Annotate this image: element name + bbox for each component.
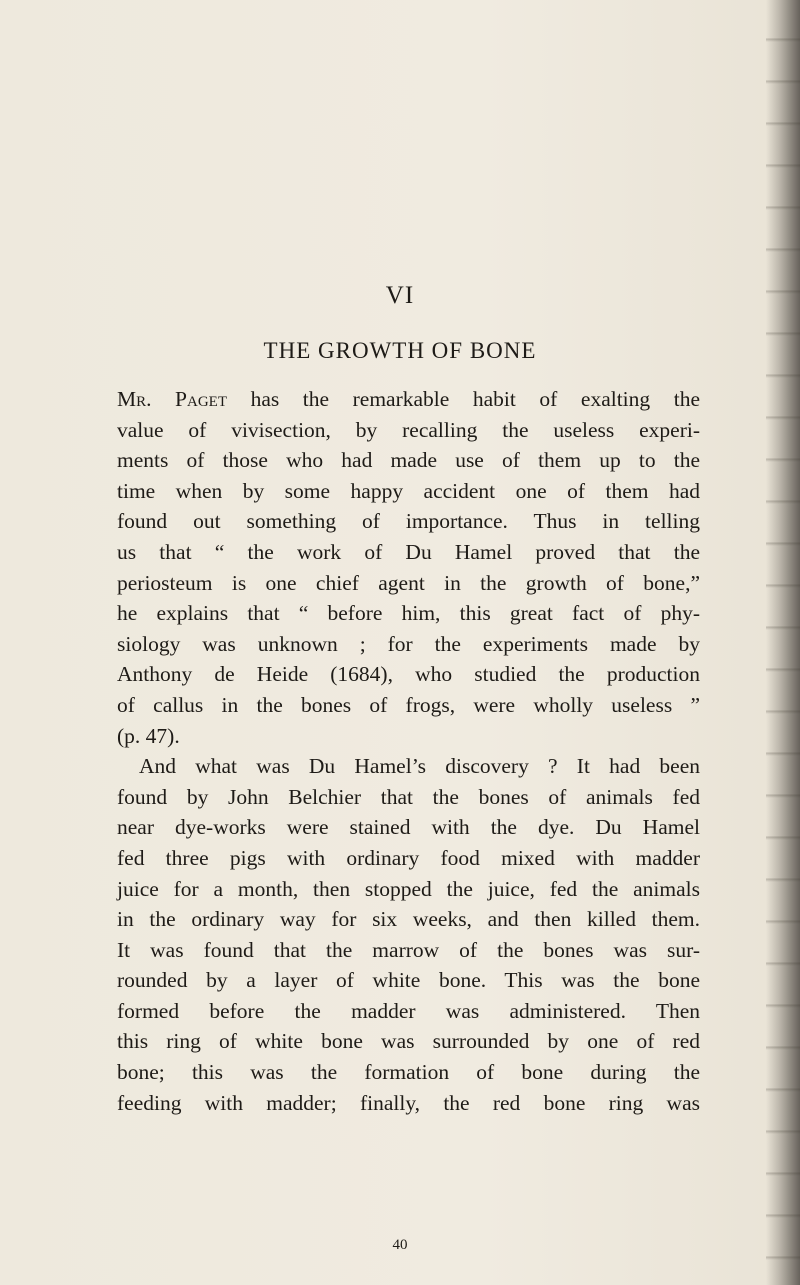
text-line: It was found that the marrow of the bones was sur- xyxy=(117,937,700,962)
page-binding-edge xyxy=(766,0,800,1285)
text-line xyxy=(117,384,700,415)
text-line: juice for a month, then stopped the juice, fed the animals xyxy=(117,876,700,901)
text-line: Anthony de Heide (1684), who studied the production xyxy=(117,662,700,687)
chapter-number: VI xyxy=(385,282,415,309)
text-line: us that “ the work of Du Hamel proved that the xyxy=(117,539,700,564)
text-line: time when by some happy accident one of them had xyxy=(117,478,700,503)
text-line: feeding with madder; finally, the red bone ring was xyxy=(117,1090,700,1115)
body-text xyxy=(117,384,700,1118)
text-line: of callus in the bones of frogs, were wholly useless ” xyxy=(117,692,700,717)
text-line: fed three pigs with ordinary food mixed with madder xyxy=(117,845,700,870)
text-line: this ring of white bone was surrounded by one of red xyxy=(117,1029,700,1054)
chapter-title: THE GROWTH OF BONE xyxy=(263,338,537,363)
text-line: found by John Belchier that the bones of animals fed xyxy=(117,784,700,809)
text-line: siology was unknown ; for the experiments made by xyxy=(117,631,700,656)
text-line: rounded by a layer of white bone. This was the bone xyxy=(117,968,700,993)
text-line-content: has the remarkable habit of exalting the xyxy=(227,387,700,411)
author-name-small-caps: Mr. Paget xyxy=(117,387,228,411)
text-line: And what was Du Hamel’s discovery ? It had been xyxy=(139,754,700,779)
text-line: near dye-works were stained with the dye. Du Hamel xyxy=(117,815,700,840)
text-line: bone; this was the formation of bone during the xyxy=(117,1060,700,1085)
text-line: in the ordinary way for six weeks, and then killed them. xyxy=(117,907,700,932)
text-line: ments of those who had made use of them up to the xyxy=(117,448,700,473)
text-line: formed before the madder was administered. Then xyxy=(117,998,700,1023)
text-line: (p. 47). xyxy=(117,723,180,748)
text-line: periosteum is one chief agent in the growth of bone,” xyxy=(117,570,700,595)
page-number: 40 xyxy=(392,1237,408,1253)
text-line: found out something of importance. Thus in telling xyxy=(117,509,700,534)
text-line: value of vivisection, by recalling the useless experi- xyxy=(117,417,700,442)
text-line: he explains that “ before him, this great fact of phy- xyxy=(117,601,700,626)
